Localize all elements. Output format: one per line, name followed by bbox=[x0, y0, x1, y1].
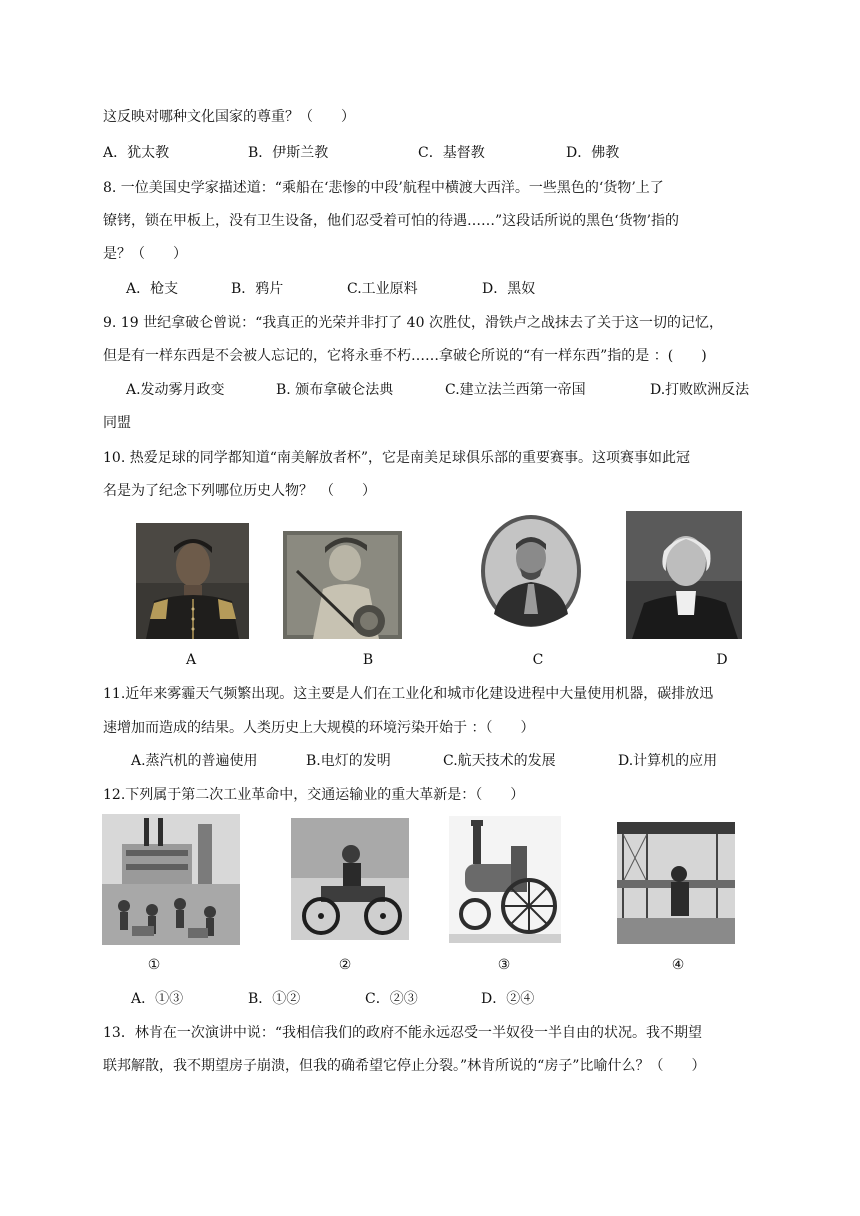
q9-stem-line1: 9. 19 世纪拿破仑曾说：“我真正的光荣并非打了 40 次胜仗，滑铁卢之战抹去了关于这一切的记忆， bbox=[103, 315, 723, 331]
q12-option-c: C．②③ bbox=[365, 991, 418, 1007]
q9-option-a: A.发动雾月政变 bbox=[126, 382, 225, 398]
q12-option-b: B．①② bbox=[248, 991, 301, 1007]
q9-stem-line2: 但是有一样东西是不会被人忘记的，它将永垂不朽……拿破仑所说的“有一样东西”指的是 ：( ) bbox=[103, 348, 707, 364]
q9-option-c: C.建立法兰西第一帝国 bbox=[445, 382, 586, 398]
q10-caption-b: B bbox=[362, 652, 374, 668]
q7-stem: 这反映对哪种文化国家的尊重？（ ） bbox=[103, 109, 355, 125]
q10-stem-line1: 10. 热爱足球的同学都知道“南美解放者杯”，它是南美足球俱乐部的重要赛事。这项赛事如此冠 bbox=[103, 450, 691, 466]
q12-picture-2 bbox=[291, 818, 409, 940]
q7-option-d: D．佛教 bbox=[566, 145, 620, 161]
q10-caption-d: D bbox=[716, 652, 728, 668]
q10-picture-c bbox=[480, 514, 582, 628]
q8-option-a: A．枪支 bbox=[126, 281, 179, 297]
q13-stem-line2: 联邦解散，我不期望房子崩溃，但我的确希望它停止分裂。”林肯所说的“房子”比喻什么？（ ） bbox=[103, 1058, 706, 1074]
q12-caption-3: ③ bbox=[497, 957, 511, 973]
general-portrait-icon bbox=[136, 523, 249, 639]
q11-option-a: A.蒸汽机的普遍使用 bbox=[131, 753, 258, 769]
q10-caption-a: A bbox=[185, 652, 197, 668]
early-automobile-icon bbox=[291, 818, 409, 940]
q8-stem-line3: 是？（ ） bbox=[103, 246, 187, 262]
q10-stem-line2: 名是为了纪念下列哪位历史人物？ （ ） bbox=[103, 483, 376, 499]
q11-option-b: B.电灯的发明 bbox=[306, 753, 391, 769]
q10-picture-a bbox=[136, 523, 249, 639]
q9-option-d-wrap: 同盟 bbox=[103, 415, 131, 431]
q10-picture-b bbox=[283, 531, 402, 639]
warrior-icon bbox=[283, 531, 402, 639]
oval-portrait-icon bbox=[480, 514, 582, 628]
q11-option-d: D.计算机的应用 bbox=[618, 753, 718, 769]
q7-option-b: B．伊斯兰教 bbox=[248, 145, 329, 161]
steamboat-dock-icon bbox=[102, 814, 240, 945]
q8-option-b: B．鸦片 bbox=[231, 281, 284, 297]
q7-option-c: C．基督教 bbox=[418, 145, 485, 161]
q12-caption-1: ① bbox=[147, 957, 161, 973]
q10-picture-d bbox=[626, 511, 742, 639]
q8-option-c: C.工业原料 bbox=[347, 281, 418, 297]
q8-option-d: D．黑奴 bbox=[482, 281, 536, 297]
washington-portrait-icon bbox=[626, 511, 742, 639]
q12-picture-4 bbox=[617, 822, 735, 944]
q12-caption-2: ② bbox=[338, 957, 352, 973]
q12-picture-1 bbox=[102, 814, 240, 945]
q12-picture-3 bbox=[449, 816, 561, 943]
q9-option-b: B. 颁布拿破仑法典 bbox=[276, 382, 394, 398]
q8-stem-line2: 镣铐，锁在甲板上，没有卫生设备，他们忍受着可怕的待遇……”这段话所说的黑色‘货物’指的 bbox=[103, 213, 680, 229]
q9-option-d: D.打败欧洲反法 bbox=[650, 382, 750, 398]
q12-caption-4: ④ bbox=[671, 957, 685, 973]
q11-option-c: C.航天技术的发展 bbox=[443, 753, 556, 769]
q12-stem: 12.下列属于第二次工业革命中，交通运输业的重大革新是：（ ） bbox=[103, 787, 525, 803]
q7-option-a: A．犹太教 bbox=[103, 145, 170, 161]
q12-option-a: A．①③ bbox=[131, 991, 184, 1007]
early-airplane-icon bbox=[617, 822, 735, 944]
steam-traction-engine-icon bbox=[449, 816, 561, 943]
q13-stem-line1: 13．林肯在一次演讲中说：“我相信我们的政府不能永远忍受一半奴役一半自由的状况。我不期望 bbox=[103, 1025, 702, 1041]
q10-caption-c: C bbox=[532, 652, 544, 668]
q11-stem-line1: 11.近年来雾霾天气频繁出现。这主要是人们在工业化和城市化建设进程中大量使用机器，碳排放迅 bbox=[103, 686, 714, 702]
q8-stem-line1: 8. 一位美国史学家描述道：“乘船在‘悲惨的中段’航程中横渡大西洋。一些黑色的‘货物’上了 bbox=[103, 180, 664, 196]
q11-stem-line2: 速增加而造成的结果。人类历史上大规模的环境污染开始于 ：（ ） bbox=[103, 720, 535, 736]
q12-option-d: D．②④ bbox=[481, 991, 535, 1007]
